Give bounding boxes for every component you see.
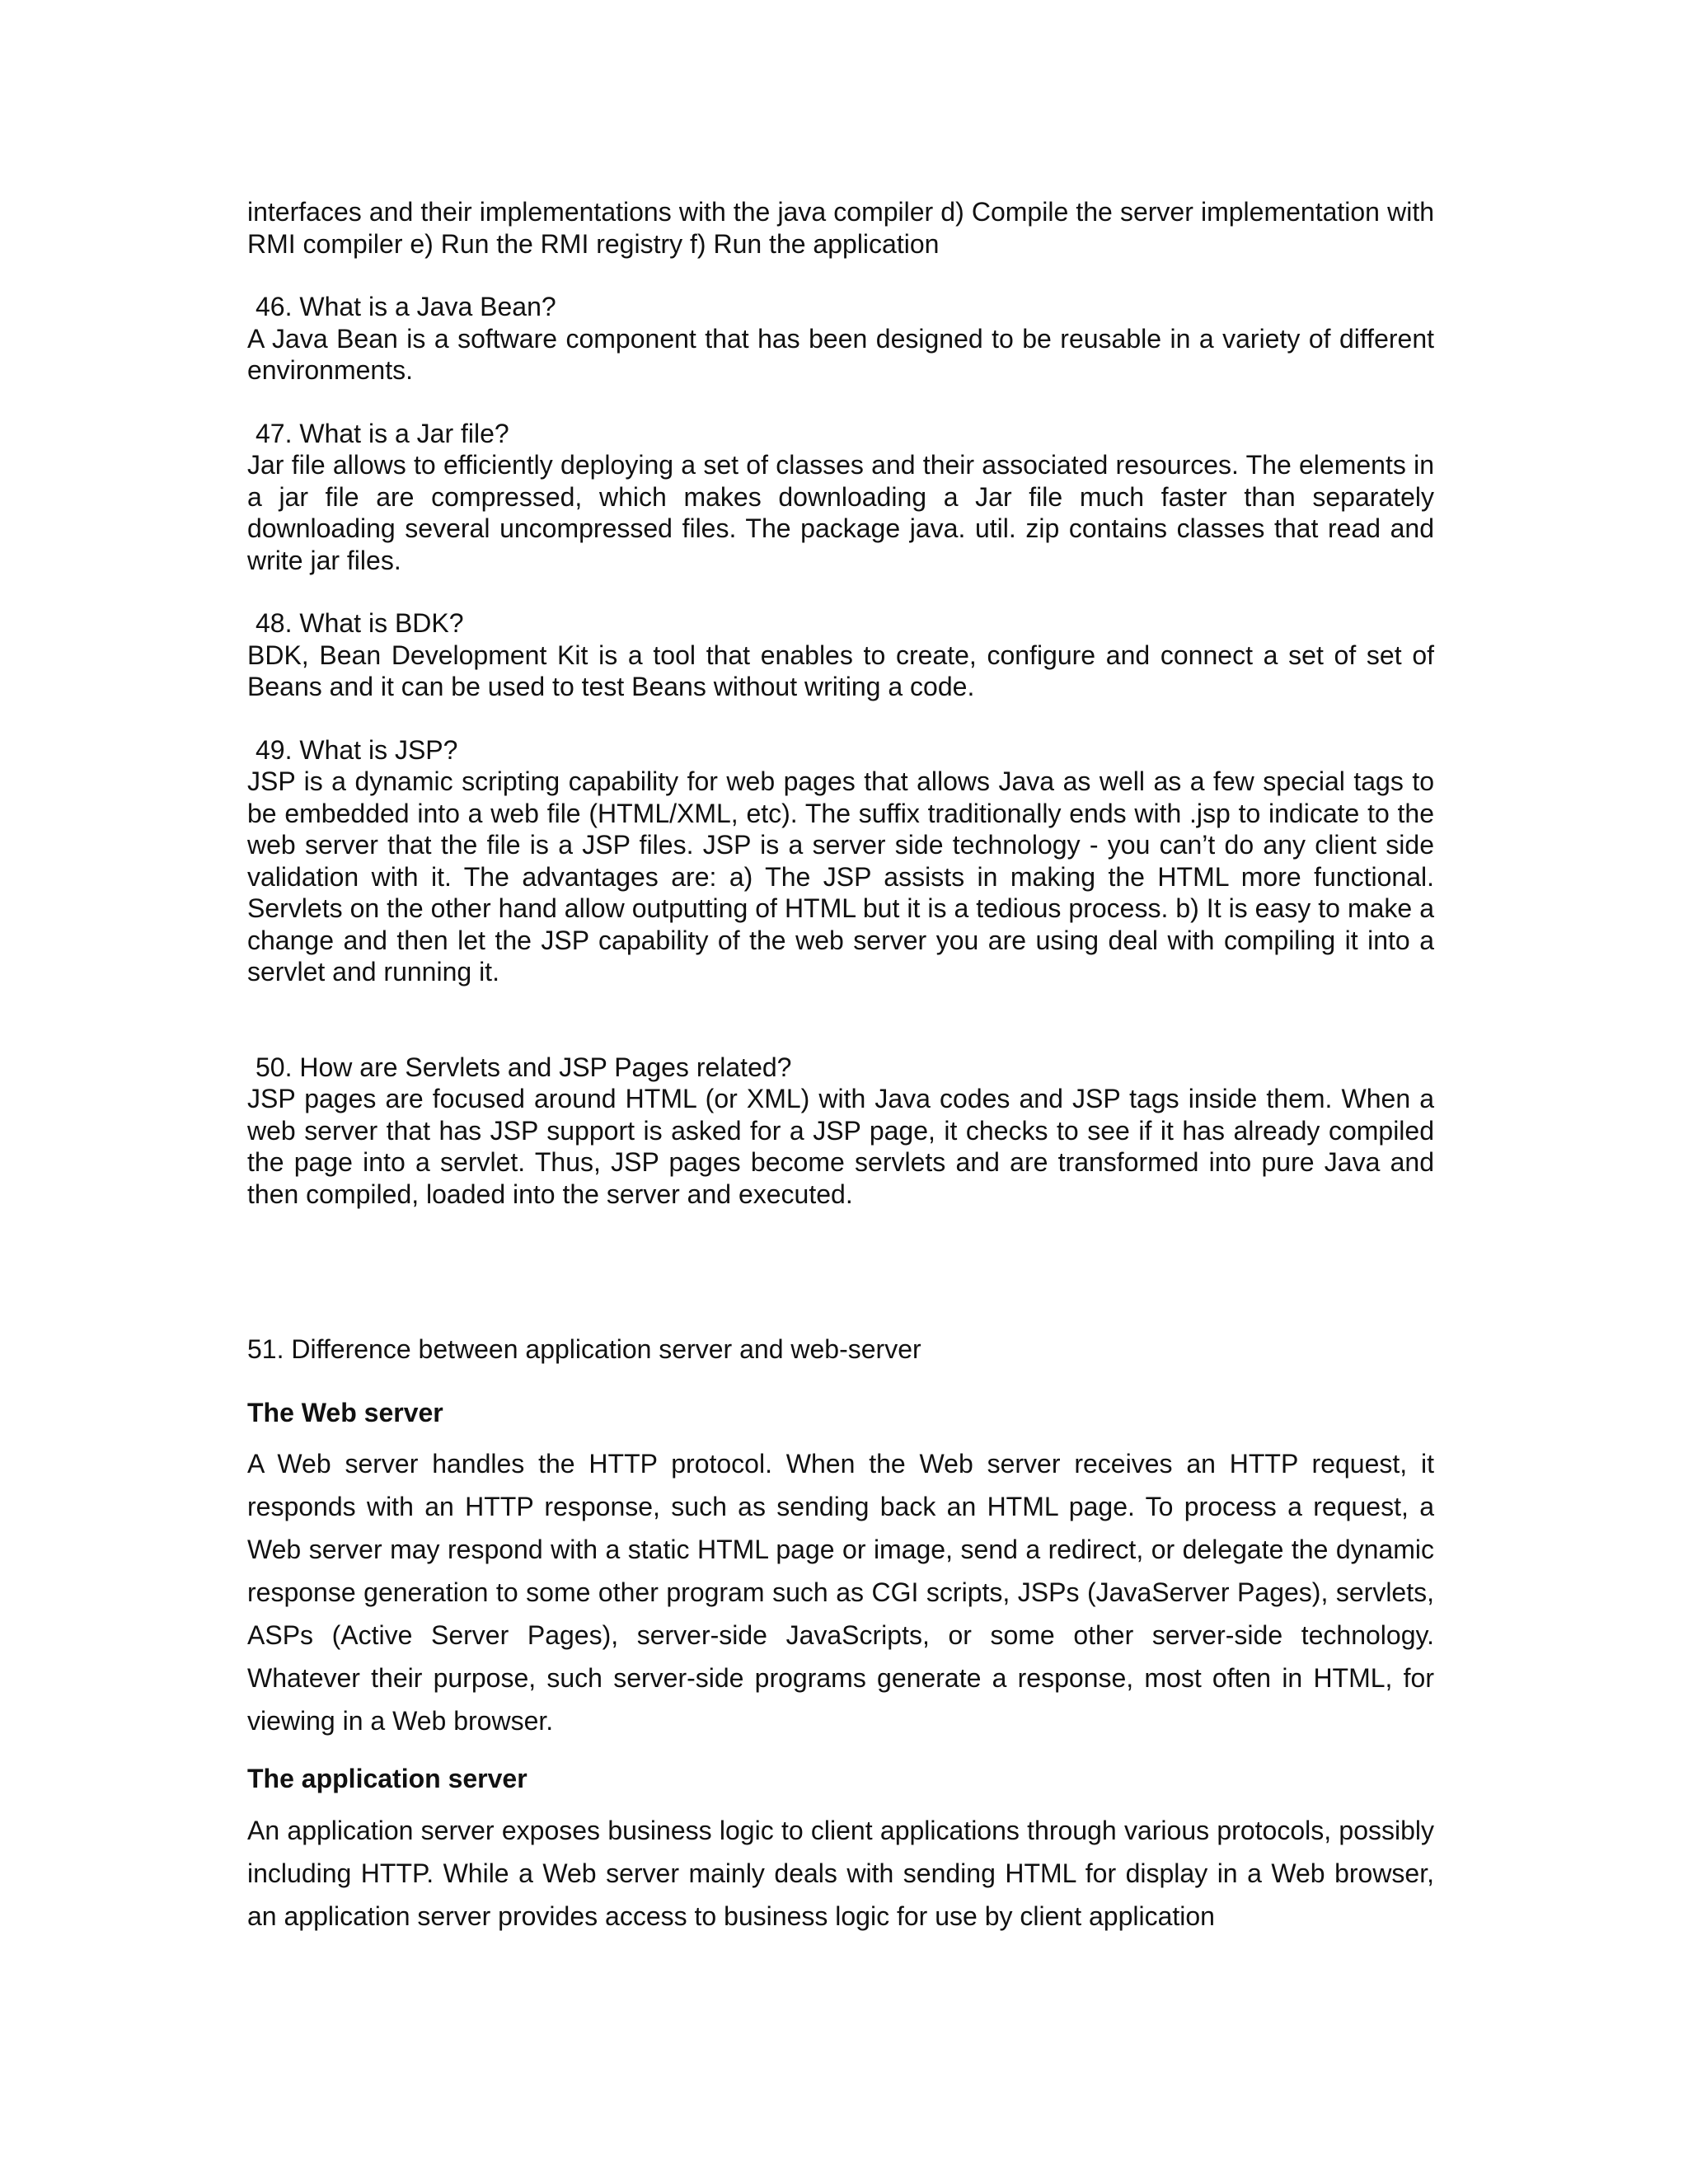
answer-46: A Java Bean is a software component that has been designed to be reusable in a variety of different environments. bbox=[247, 323, 1434, 385]
question-49: 49. What is JSP? bbox=[256, 734, 458, 765]
web-server-body: A Web server handles the HTTP protocol. When the Web server receives an HTTP request, it responds with an HTTP response, such as sending back an HTML page. To process a request, a Web server may respond with a static HTML page or image, send a redirect, or delegate the dynamic response generation to some other program such as CGI scripts, JSPs (JavaServer Pages), servlets, ASPs (Active Server Pages), server-side JavaScripts, or some other server-side technology. Whatever their purpose, such server-side programs generate a response, most often in HTML, for viewing in a Web browser. bbox=[247, 1449, 1434, 1736]
question-50: 50. How are Servlets and JSP Pages related? bbox=[256, 1052, 792, 1082]
app-server-body: An application server exposes business logic to client applications through various protocols, possibly including HTTP. While a Web server mainly deals with sending HTML for display in a Web browser, an application server provides access to business logic for use by client application bbox=[247, 1815, 1434, 1931]
app-server-heading: The application server bbox=[247, 1764, 528, 1793]
answer-48: BDK, Bean Development Kit is a tool that enables to create, configure and connect a set of set of Beans and it can be used to test Beans without writing a code. bbox=[247, 640, 1434, 701]
question-48: 48. What is BDK? bbox=[256, 608, 464, 638]
answer-50: JSP pages are focused around HTML (or XML) with Java codes and JSP tags inside them. When a web server that has JSP support is asked for a JSP page, it checks to see if it has already compiled the page into a servlet. Thus, JSP pages become servlets and are transformed into pure Java and then compiled, loaded into the server and executed. bbox=[247, 1084, 1434, 1209]
question-46: 46. What is a Java Bean? bbox=[256, 292, 556, 321]
question-47: 47. What is a Jar file? bbox=[256, 418, 509, 448]
intro-paragraph: interfaces and their implementations with the java compiler d) Compile the server implementation with RMI compiler e) Run the RMI registry f) Run the application bbox=[247, 197, 1434, 259]
qa-item-50 bbox=[247, 1052, 1434, 1211]
qa-item-48 bbox=[247, 607, 1434, 703]
answer-49: JSP is a dynamic scripting capability for web pages that allows Java as well as a few special tags to be embedded into a web file (HTML/XML, etc). The suffix traditionally ends with .jsp to indicate to the web server that the file is a JSP files. JSP is a server side technology - you can’t do any client side validation with it. The advantages are: a) The JSP assists in making the HTML more functional. Servlets on the other hand allow outputting of HTML but it is a tedious process. b) It is easy to make a change and then let the JSP capability of the web server you are using deal with compiling it into a servlet and running it. bbox=[247, 766, 1434, 987]
answer-47: Jar file allows to efficiently deploying a set of classes and their associated resources. The elements in a jar file are compressed, which makes downloading a Jar file much faster than separately downloading several uncompressed files. The package java. util. zip contains classes that read and write jar files. bbox=[247, 450, 1434, 575]
qa-item-47 bbox=[247, 418, 1434, 577]
question-51: 51. Difference between application server and web-server bbox=[247, 1334, 921, 1364]
web-server-heading: The Web server bbox=[247, 1397, 443, 1427]
page-content bbox=[247, 196, 1434, 1938]
qa-item-46 bbox=[247, 291, 1434, 387]
qa-item-49 bbox=[247, 734, 1434, 988]
